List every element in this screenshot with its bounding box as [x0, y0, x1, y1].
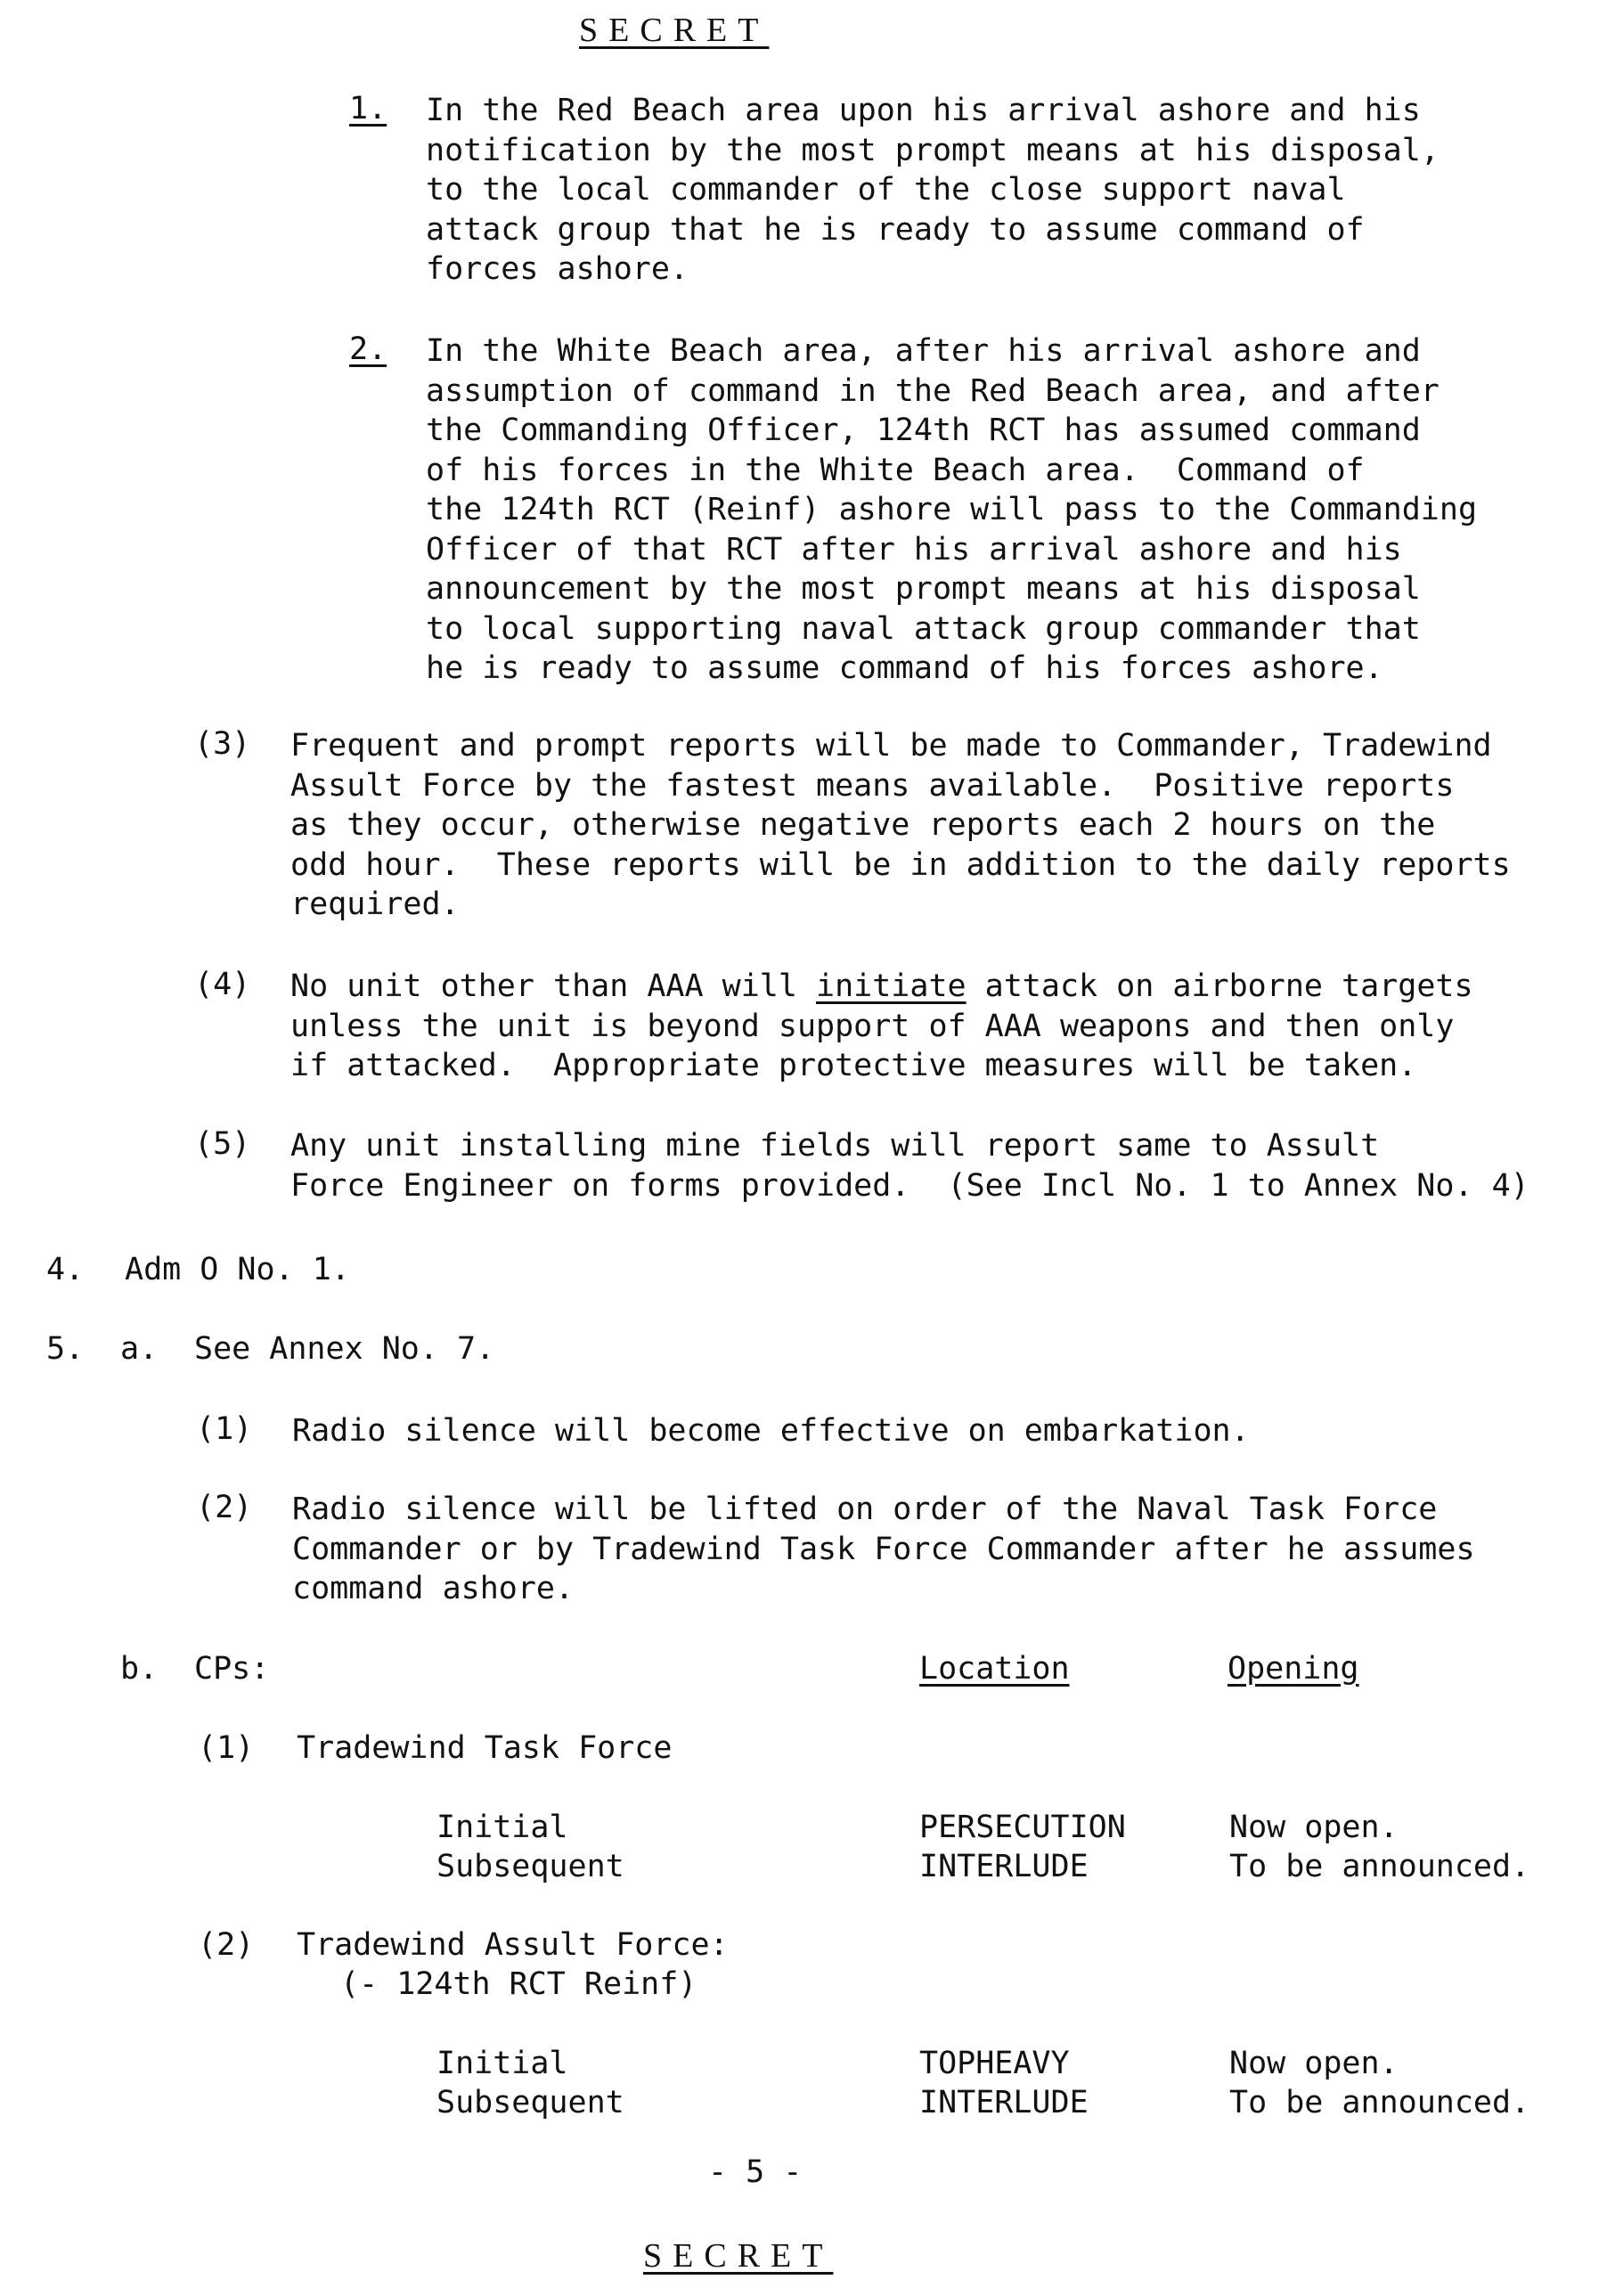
- text-line: Radio silence will be lifted on order of the Naval Task Force: [292, 1491, 1438, 1527]
- cps-label: CPs:: [194, 1651, 270, 1687]
- text-line: In the Red Beach area upon his arrival ashore and his: [426, 93, 1421, 128]
- text-line: unless the unit is beyond support of AAA weapons and then only: [290, 1008, 1455, 1044]
- cp-row-label: Subsequent: [436, 2085, 624, 2120]
- cp-row-location: PERSECUTION: [919, 1810, 1126, 1845]
- text-line: Officer of that RCT after his arrival ashore and his: [426, 531, 1402, 568]
- cp-row-location: INTERLUDE: [919, 1849, 1089, 1884]
- sub-item-2-text: [426, 331, 1477, 689]
- cp-row-opening: Now open.: [1229, 1810, 1399, 1845]
- sub-item-1-text: [426, 91, 1440, 290]
- paragraph-number: (1): [196, 1411, 253, 1447]
- cp-row-opening: To be announced.: [1229, 1849, 1530, 1884]
- paragraph-number: (4): [194, 967, 251, 1002]
- text-line: forces ashore.: [426, 251, 689, 287]
- paragraph-number: (2): [198, 1927, 255, 1963]
- paragraph-3-text: [290, 726, 1511, 925]
- text-line: the 124th RCT (Reinf) ashore will pass to the Commanding: [426, 492, 1478, 527]
- section-5a-text: See Annex No. 7.: [194, 1331, 495, 1367]
- subsection-letter: a.: [120, 1331, 159, 1367]
- cp-row-label: Initial: [436, 2046, 568, 2081]
- text-line: the Commanding Officer, 124th RCT has assumed command: [426, 413, 1421, 448]
- paragraph-number: (2): [196, 1490, 253, 1525]
- cp-row-label: Initial: [436, 1810, 568, 1845]
- text-line: Assult Force by the fastest means available. Positive reports: [290, 767, 1455, 804]
- cp-group-title: Tradewind Task Force: [297, 1730, 673, 1766]
- text-line: notification by the most prompt means at his disposal,: [426, 132, 1440, 168]
- text-line: to local supporting naval attack group commander that: [426, 610, 1421, 647]
- paragraph-4-text: [290, 967, 1473, 1086]
- paragraph-number: (3): [194, 726, 251, 762]
- text-line: Any unit installing mine fields will report same to Assult: [290, 1128, 1380, 1164]
- text-line: as they occur, otherwise negative reports each 2 hours on the: [290, 807, 1436, 843]
- text-line: Force Engineer on forms provided. (See Incl No. 1 to Annex No. 4): [290, 1167, 1529, 1204]
- text-line: Frequent and prompt reports will be made to Commander, Tradewind: [290, 728, 1492, 764]
- cp-group-subtitle: (- 124th RCT Reinf): [340, 1966, 697, 2002]
- text-line: odd hour. These reports will be in addition to the daily reports: [290, 846, 1511, 883]
- text-line: he is ready to assume command of his forces ashore.: [426, 650, 1383, 686]
- section-4-text: Adm O No. 1.: [125, 1252, 350, 1287]
- cp-row-label: Subsequent: [436, 1849, 624, 1884]
- paragraph-5a1-text: [292, 1411, 1250, 1451]
- text-fragment: attack on airborne targets: [966, 968, 1473, 1004]
- sub-item-number: 2.: [349, 331, 387, 367]
- paragraph-number: (1): [198, 1730, 255, 1766]
- header-classification: SECRET: [579, 12, 770, 49]
- column-header-location: Location: [919, 1651, 1070, 1687]
- page-number: - 5 -: [708, 2154, 803, 2190]
- text-line: Commander or by Tradewind Task Force Commander after he assumes: [292, 1531, 1475, 1567]
- cp-row-opening: Now open.: [1229, 2046, 1399, 2081]
- text-line: required.: [290, 887, 460, 922]
- cp-row-location: TOPHEAVY: [919, 2046, 1070, 2081]
- text-line: [290, 967, 1473, 1007]
- paragraph-5a2-text: [292, 1490, 1475, 1609]
- column-header-opening: Opening: [1228, 1651, 1359, 1687]
- text-line: if attacked. Appropriate protective measures will be taken.: [290, 1048, 1417, 1083]
- text-line: of his forces in the White Beach area. Command of: [426, 452, 1365, 488]
- subsection-letter: b.: [120, 1651, 159, 1687]
- text-line: assumption of command in the Red Beach area, and after: [426, 372, 1440, 409]
- cp-row-location: INTERLUDE: [919, 2085, 1089, 2120]
- text-line: In the White Beach area, after his arrival ashore and: [426, 333, 1421, 369]
- text-line: to the local commander of the close support naval: [426, 172, 1346, 208]
- text-line: announcement by the most prompt means at his disposal: [426, 571, 1421, 607]
- sub-item-number: 1.: [349, 91, 387, 127]
- text-line: command ashore.: [292, 1571, 575, 1606]
- section-number: 5.: [46, 1331, 85, 1367]
- emphasized-word: initiate: [816, 968, 967, 1004]
- text-line: Radio silence will become effective on embarkation.: [292, 1413, 1250, 1449]
- paragraph-5-text: [290, 1126, 1529, 1205]
- cp-group-title: Tradewind Assult Force:: [297, 1927, 729, 1963]
- paragraph-number: (5): [194, 1126, 251, 1162]
- footer-classification: SECRET: [643, 2237, 834, 2275]
- text-line: attack group that he is ready to assume command of: [426, 211, 1365, 248]
- section-number: 4.: [46, 1252, 85, 1287]
- text-fragment: No unit other than AAA will: [290, 968, 817, 1004]
- cp-row-opening: To be announced.: [1229, 2085, 1530, 2120]
